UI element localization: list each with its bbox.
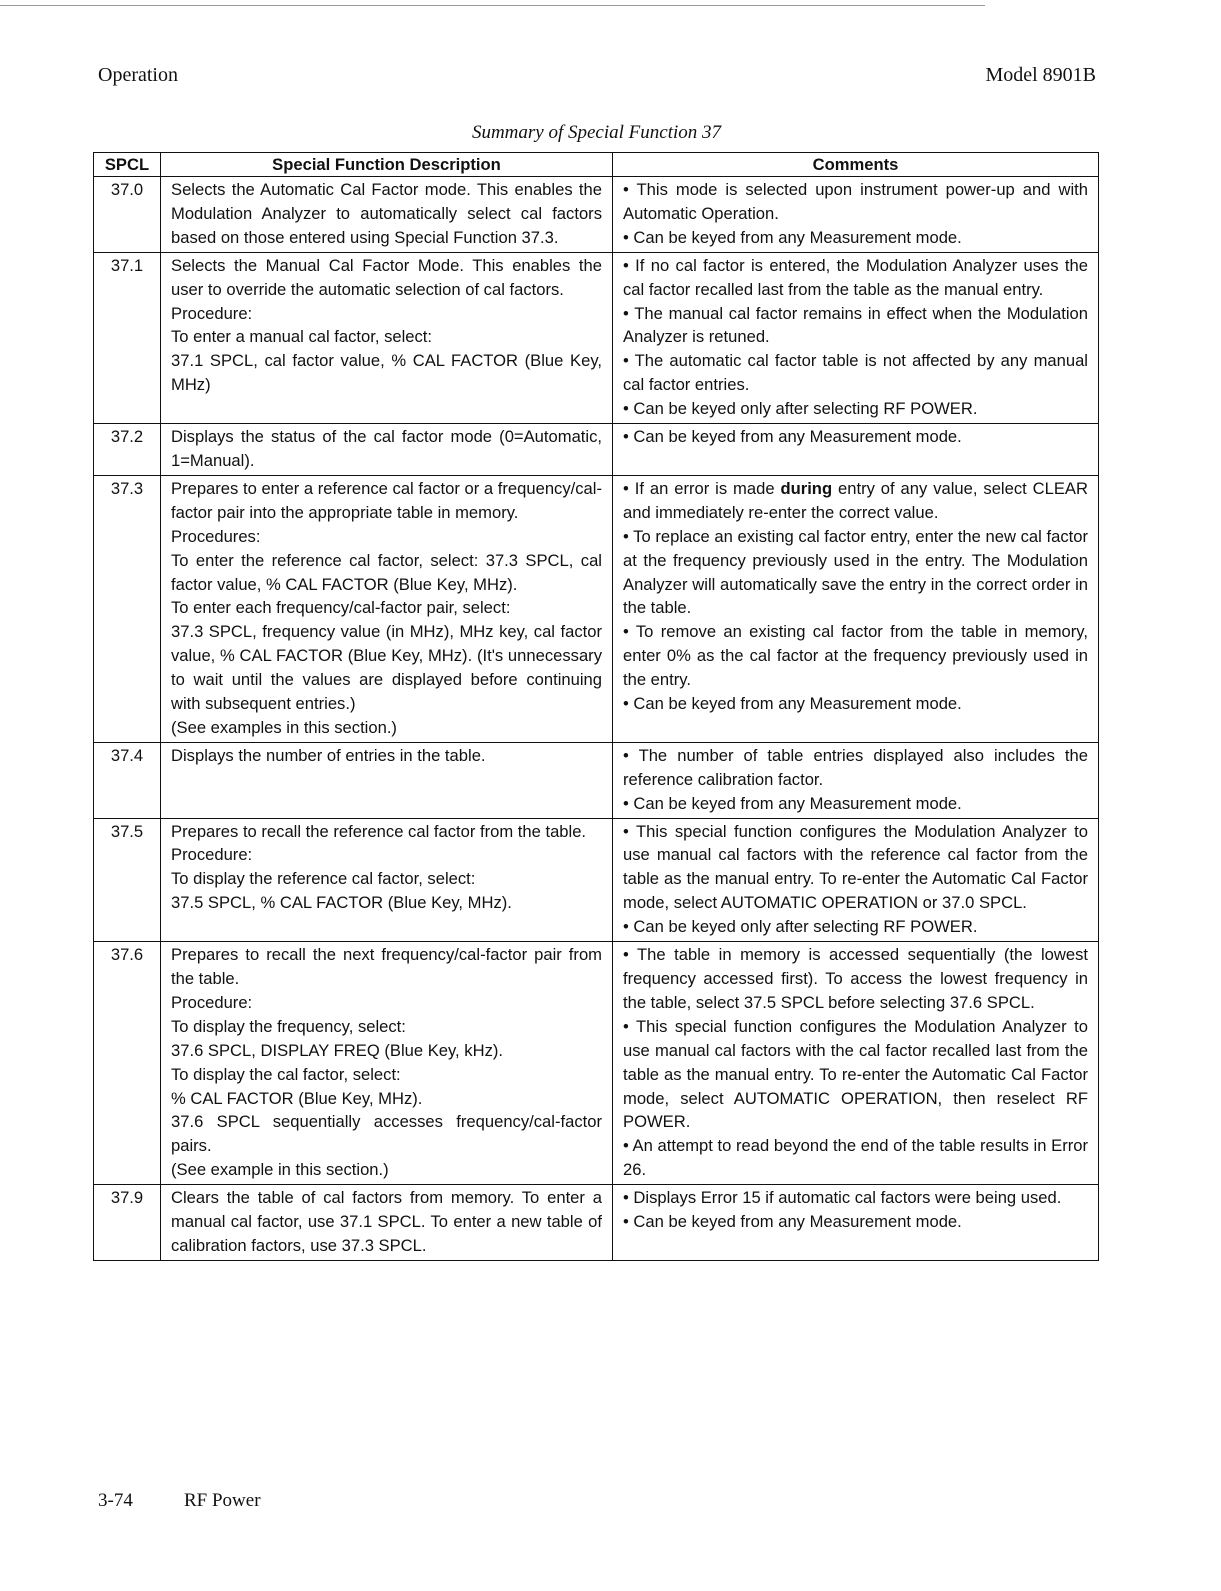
description-cell [161,475,613,742]
comment-line: • This special function configures the Modulation Analyzer to use manual cal factors with the cal factor recalled last from the table as the manual entry. To re-enter the Automatic Cal Factor mode, select AUTOMATIC OPERATION, then reselect RF POWER. [623,1016,1088,1132]
table-row [94,942,1099,1185]
spcl-code: 37.6 [94,942,161,1185]
comment-text: entry of any value, select CLEAR and immediately re-enter the correct value. [623,478,1088,522]
comment-line: • Can be keyed only after selecting RF POWER. [623,399,978,419]
table-row [94,424,1099,476]
footer-section-title: RF Power [184,1490,261,1511]
comment-line: • Can be keyed from any Measurement mode. [623,1212,962,1232]
comment-line: • This mode is selected upon instrument power-up and with Automatic Operation. [623,180,1088,223]
comments-cell [613,177,1099,253]
description-line: 37.5 SPCL, % CAL FACTOR (Blue Key, MHz). [171,893,512,913]
comments-cell [613,942,1099,1185]
comment-line: • Can be keyed from any Measurement mode. [623,793,962,813]
description-line: Procedure: [171,303,253,323]
description-line: Displays the number of entries in the table. [171,745,486,765]
comment-line: • Can be keyed only after selecting RF POWER. [623,917,978,937]
description-cell [161,818,613,942]
comment-line: • The manual cal factor remains in effect when the Modulation Analyzer is retuned. [623,303,1088,347]
spcl-code: 37.3 [94,475,161,742]
spcl-code: 37.2 [94,424,161,476]
description-line: Displays the status of the cal factor mode (0=Automatic, 1=Manual). [171,427,602,470]
description-line: (See example in this section.) [171,1160,389,1180]
column-header-comments: Comments [613,153,1099,177]
description-line: 37.3 SPCL, frequency value (in MHz), MHz key, cal factor value, % CAL FACTOR (Blue Key, MHz). (It's unnecessary to wait until the values are displayed before continuing with subsequent entries.) [171,622,602,714]
table-row [94,818,1099,942]
description-cell [161,177,613,253]
column-header-description: Special Function Description [161,153,613,177]
spcl-code: 37.1 [94,252,161,423]
comments-cell [613,818,1099,942]
table-row [94,475,1099,742]
table-row [94,252,1099,423]
spcl-code: 37.9 [94,1185,161,1261]
description-line: % CAL FACTOR (Blue Key, MHz). [171,1088,423,1108]
description-cell [161,942,613,1185]
comment-line: • An attempt to read beyond the end of the table results in Error 26. [623,1136,1088,1180]
description-line: Procedure: [171,845,253,865]
comment-line: • Displays Error 15 if automatic cal factors were being used. [623,1188,1062,1208]
description-line: To enter each frequency/cal-factor pair, select: [171,598,511,618]
table-header-row [94,153,1099,177]
top-rule [0,5,985,6]
comment-line [623,477,1088,525]
comments-cell [613,424,1099,476]
description-line: Selects the Automatic Cal Factor mode. This enables the Modulation Analyzer to automatically select cal factors based on those entered using Special Function 37.3. [171,180,602,247]
running-header-model: Model 8901B [985,64,1096,86]
description-line: To display the cal factor, select: [171,1064,401,1084]
description-line: 37.6 SPCL, DISPLAY FREQ (Blue Key, kHz). [171,1040,503,1060]
comments-cell [613,475,1099,742]
table-row [94,742,1099,818]
comment-line: • Can be keyed from any Measurement mode. [623,427,962,447]
special-function-table [93,152,1099,1261]
spcl-code: 37.0 [94,177,161,253]
description-line: Selects the Manual Cal Factor Mode. This enables the user to override the automatic selection of cal factors. [171,255,602,299]
description-line: To display the reference cal factor, select: [171,869,476,889]
comments-cell [613,1185,1099,1261]
description-cell [161,252,613,423]
description-line: Prepares to recall the next frequency/cal-factor pair from the table. [171,945,602,988]
description-cell [161,424,613,476]
description-line: 37.1 SPCL, cal factor value, % CAL FACTOR (Blue Key, MHz) [171,351,602,395]
description-line: (See examples in this section.) [171,717,397,737]
running-header-section: Operation [98,64,178,86]
comment-line: • The number of table entries displayed also includes the reference calibration factor. [623,745,1088,789]
description-cell [161,742,613,818]
description-line: Procedure: [171,992,253,1012]
comment-line: • This special function configures the Modulation Analyzer to use manual cal factors with the reference cal factor from the table as the manual entry. To re-enter the Automatic Cal Factor mode, select AUTOMATIC OPERATION or 37.0 SPCL. [623,821,1088,913]
description-line: Prepares to recall the reference cal factor from the table. [171,821,587,841]
comment-line: • Can be keyed from any Measurement mode. [623,227,962,247]
comment-line: • If no cal factor is entered, the Modulation Analyzer uses the cal factor recalled last from the table as the manual entry. [623,255,1088,299]
spcl-code: 37.5 [94,818,161,942]
comment-line: • The table in memory is accessed sequentially (the lowest frequency accessed first). To access the lowest frequency in the table, select 37.5 SPCL before selecting 37.6 SPCL. [623,945,1088,1012]
spcl-code: 37.4 [94,742,161,818]
description-line: Procedures: [171,526,261,546]
table-caption: Summary of Special Function 37 [471,122,722,143]
page-number: 3-74 [98,1490,133,1511]
comment-emphasis: during [780,478,833,498]
table-row [94,1185,1099,1261]
comment-line: • The automatic cal factor table is not affected by any manual cal factor entries. [623,351,1088,395]
description-cell [161,1185,613,1261]
description-line: Clears the table of cal factors from memory. To enter a manual cal factor, use 37.1 SPCL. To enter a new table of calibration factors, use 37.3 SPCL. [171,1188,602,1255]
comment-line: • To replace an existing cal factor entry, enter the new cal factor at the frequency previously used in the entry. The Modulation Analyzer will automatically save the entry in the correct order in the table. [623,526,1088,618]
description-line: Prepares to enter a reference cal factor or a frequency/cal-factor pair into the appropriate table in memory. [171,478,602,522]
column-header-spcl: SPCL [94,153,161,177]
comments-cell [613,252,1099,423]
description-line: To display the frequency, select: [171,1016,406,1036]
comment-text: • If an error is made [623,478,781,498]
comments-cell [613,742,1099,818]
comment-line: • Can be keyed from any Measurement mode. [623,694,962,714]
table-row [94,177,1099,253]
description-line: To enter a manual cal factor, select: [171,327,433,347]
comment-line: • To remove an existing cal factor from the table in memory, enter 0% as the cal factor at the frequency previously used in the entry. [623,622,1088,690]
description-line: To enter the reference cal factor, select: 37.3 SPCL, cal factor value, % CAL FACTOR (Blue Key, MHz). [171,550,602,594]
description-line: 37.6 SPCL sequentially accesses frequency/cal-factor pairs. [171,1112,602,1156]
